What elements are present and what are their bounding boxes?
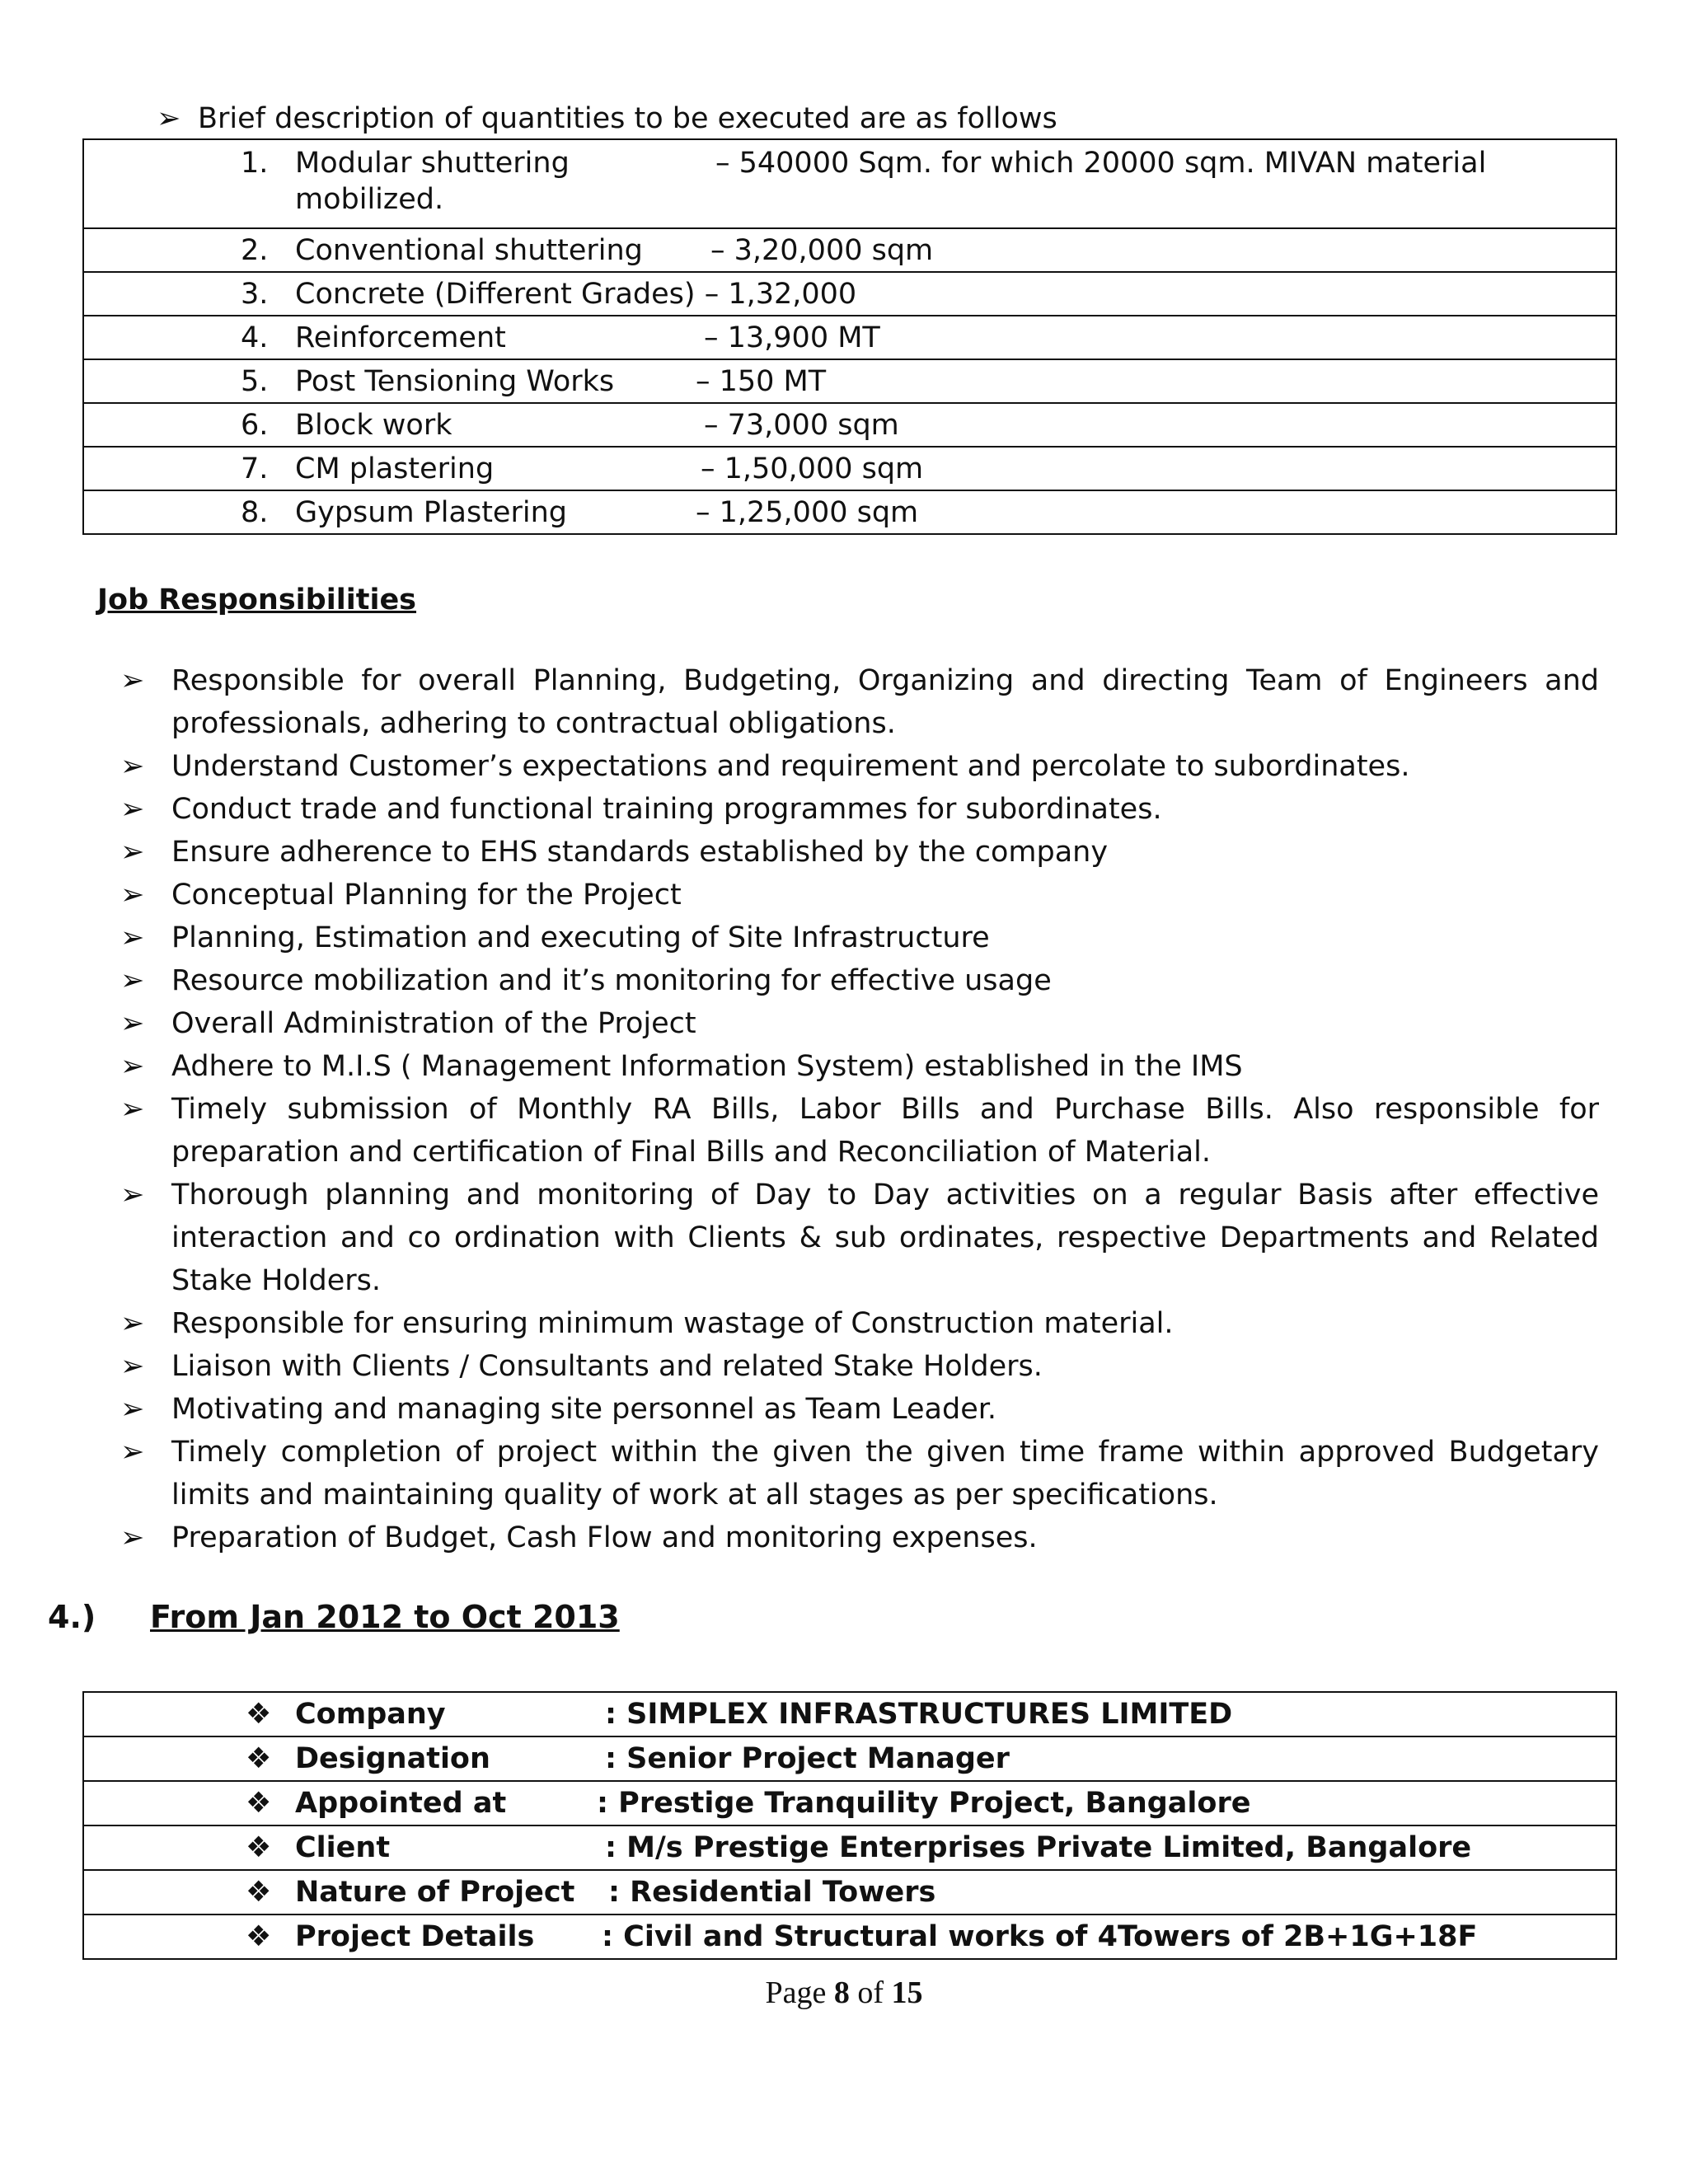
- arrow-bullet-icon: ➢: [120, 1436, 145, 1469]
- detail-label: Company: [295, 1698, 446, 1731]
- detail-label: Project Details: [295, 1920, 535, 1953]
- item-value-wrap: mobilized.: [295, 183, 444, 216]
- detail-value: : Senior Project Manager: [605, 1742, 1010, 1775]
- list-item-text: Timely submission of Monthly RA Bills, Labor Bills and Purchase Bills. Also responsible for preparation and certification of Final Bills and Reconciliation of Material.: [171, 1093, 1599, 1169]
- detail-value: : M/s Prestige Enterprises Private Limited, Bangalore: [605, 1831, 1472, 1864]
- section-heading: [48, 1599, 620, 1635]
- detail-label: Nature of Project: [295, 1876, 575, 1909]
- table-row: [83, 228, 1616, 272]
- arrow-bullet-icon: ➢: [120, 793, 145, 826]
- arrow-bullet-icon: ➢: [120, 1350, 145, 1383]
- table-row: [83, 359, 1616, 403]
- intro-text: Brief description of quantities to be executed are as follows: [198, 102, 1057, 135]
- item-label: Concrete (Different Grades) – 1,32,000: [295, 278, 857, 311]
- arrow-bullet-icon: ➢: [120, 1050, 145, 1083]
- diamond-bullet-icon: ❖: [246, 1698, 272, 1731]
- table-row: [83, 1692, 1616, 1736]
- list-item: [115, 959, 1599, 1002]
- table-row: [83, 316, 1616, 359]
- job-responsibilities-heading: Job Responsibilities: [97, 583, 417, 616]
- table-row: [83, 1825, 1616, 1870]
- item-label: Block work: [295, 409, 452, 442]
- item-number: 2.: [241, 234, 269, 267]
- page-label: Page: [765, 1975, 827, 2010]
- list-item-text: Responsible for ensuring minimum wastage of Construction material.: [171, 1307, 1174, 1340]
- item-label: Reinforcement: [295, 321, 506, 354]
- of-label: of: [857, 1975, 884, 2010]
- arrow-bullet-icon: ➢: [120, 750, 145, 783]
- quantities-table: [82, 138, 1617, 535]
- item-value: – 1,50,000 sqm: [701, 452, 924, 485]
- responsibilities-list: [115, 659, 1599, 1559]
- arrow-bullet-icon: ➢: [120, 1307, 145, 1340]
- item-number: 8.: [241, 496, 269, 529]
- list-item-text: Planning, Estimation and executing of Site Infrastructure: [171, 921, 990, 954]
- total-pages: 15: [891, 1975, 923, 2010]
- list-item-text: Overall Administration of the Project: [171, 1007, 696, 1040]
- list-item: [115, 1174, 1599, 1302]
- list-item-text: Understand Customer’s expectations and requirement and percolate to subordinates.: [171, 750, 1410, 783]
- list-item: [115, 1302, 1599, 1345]
- arrow-bullet-icon: ➢: [120, 1007, 145, 1040]
- list-item: [115, 745, 1599, 788]
- list-item: [115, 831, 1599, 874]
- table-row: [83, 139, 1616, 228]
- detail-value: : Civil and Structural works of 4Towers of 2B+1G+18F: [602, 1920, 1478, 1953]
- arrow-bullet-icon: ➢: [120, 1179, 145, 1212]
- list-item-text: Thorough planning and monitoring of Day to Day activities on a regular Basis after effective interaction and co ordination with Clients & sub ordinates, respective Departments and Related Stake Holders.: [171, 1179, 1599, 1297]
- intro-line: [157, 102, 1057, 135]
- list-item-text: Conduct trade and functional training programmes for subordinates.: [171, 793, 1162, 826]
- company-details-table: [82, 1691, 1617, 1960]
- list-item: [115, 1088, 1599, 1174]
- item-value: – 1,25,000 sqm: [696, 496, 919, 529]
- item-value: – 73,000 sqm: [704, 409, 899, 442]
- table-row: [83, 1736, 1616, 1781]
- diamond-bullet-icon: ❖: [246, 1787, 272, 1820]
- item-value: – 540000 Sqm. for which 20000 sqm. MIVAN material: [715, 147, 1487, 180]
- list-item: [115, 1345, 1599, 1388]
- item-number: 5.: [241, 365, 269, 398]
- list-item: [115, 1431, 1599, 1516]
- diamond-bullet-icon: ❖: [246, 1831, 272, 1864]
- arrow-bullet-icon: ➢: [120, 664, 145, 697]
- arrow-bullet-icon: ➢: [120, 1521, 145, 1554]
- item-label: Gypsum Plastering: [295, 496, 567, 529]
- list-item: [115, 1516, 1599, 1559]
- arrow-bullet-icon: ➢: [120, 964, 145, 997]
- arrow-bullet-icon: ➢: [120, 879, 145, 912]
- table-row: [83, 272, 1616, 316]
- list-item: [115, 1388, 1599, 1431]
- section-number: 4.): [48, 1599, 96, 1635]
- item-number: 7.: [241, 452, 269, 485]
- list-item: [115, 1045, 1599, 1088]
- item-label: Conventional shuttering: [295, 234, 643, 267]
- item-value: – 150 MT: [696, 365, 827, 398]
- item-number: 3.: [241, 278, 269, 311]
- detail-label: Appointed at: [295, 1787, 507, 1820]
- list-item-text: Ensure adherence to EHS standards established by the company: [171, 836, 1109, 869]
- table-row: [83, 403, 1616, 447]
- table-row: [83, 1781, 1616, 1825]
- arrow-bullet-icon: ➢: [157, 102, 181, 135]
- list-item: [115, 788, 1599, 831]
- diamond-bullet-icon: ❖: [246, 1876, 272, 1909]
- table-row: [83, 1915, 1616, 1959]
- list-item-text: Timely completion of project within the given the given time frame within approved Budgetary limits and maintaining quality of work at all stages as per specifications.: [171, 1436, 1599, 1511]
- arrow-bullet-icon: ➢: [120, 836, 145, 869]
- list-item-text: Adhere to M.I.S ( Management Information System) established in the IMS: [171, 1050, 1243, 1083]
- detail-label: Designation: [295, 1742, 490, 1775]
- current-page-number: 8: [833, 1975, 850, 2010]
- list-item-text: Preparation of Budget, Cash Flow and monitoring expenses.: [171, 1521, 1038, 1554]
- list-item-text: Motivating and managing site personnel as Team Leader.: [171, 1393, 997, 1426]
- list-item-text: Conceptual Planning for the Project: [171, 879, 682, 912]
- item-number: 6.: [241, 409, 269, 442]
- arrow-bullet-icon: ➢: [120, 921, 145, 954]
- list-item: [115, 916, 1599, 959]
- item-label: Post Tensioning Works: [295, 365, 615, 398]
- list-item-text: Responsible for overall Planning, Budgeting, Organizing and directing Team of Engineers and professionals, adhering to contractual obligations.: [171, 664, 1599, 740]
- diamond-bullet-icon: ❖: [246, 1742, 272, 1775]
- list-item-text: Liaison with Clients / Consultants and related Stake Holders.: [171, 1350, 1043, 1383]
- item-number: 4.: [241, 321, 269, 354]
- section-title: From Jan 2012 to Oct 2013: [150, 1599, 620, 1635]
- arrow-bullet-icon: ➢: [120, 1093, 145, 1126]
- table-row: [83, 1870, 1616, 1915]
- arrow-bullet-icon: ➢: [120, 1393, 145, 1426]
- diamond-bullet-icon: ❖: [246, 1920, 272, 1953]
- list-item: [115, 1002, 1599, 1045]
- item-number: 1.: [241, 147, 269, 180]
- detail-value: : Residential Towers: [608, 1876, 936, 1909]
- item-value: – 3,20,000 sqm: [710, 234, 934, 267]
- detail-label: Client: [295, 1831, 391, 1864]
- detail-value: : Prestige Tranquility Project, Bangalore: [597, 1787, 1251, 1820]
- list-item: [115, 874, 1599, 916]
- list-item: [115, 659, 1599, 745]
- list-item-text: Resource mobilization and it’s monitoring for effective usage: [171, 964, 1052, 997]
- table-row: [83, 447, 1616, 490]
- detail-value: : SIMPLEX INFRASTRUCTURES LIMITED: [605, 1698, 1233, 1731]
- item-label: Modular shuttering: [295, 147, 570, 180]
- page-footer: [0, 1975, 1688, 2011]
- item-label: CM plastering: [295, 452, 495, 485]
- item-value: – 13,900 MT: [704, 321, 880, 354]
- table-row: [83, 490, 1616, 534]
